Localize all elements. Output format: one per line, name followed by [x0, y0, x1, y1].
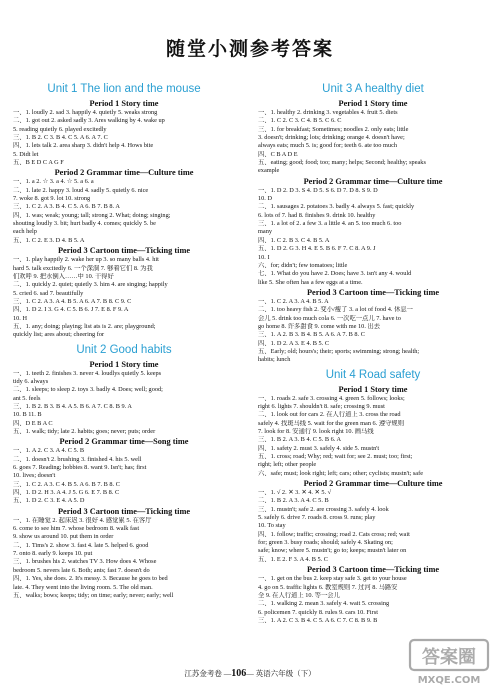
- answer-line: 10. D: [258, 195, 272, 203]
- period-heading: Period 2 Grammar time—Culture time: [54, 168, 194, 178]
- answer-line: bedroom 5. nevers late 6. Both; ants; fast 7. doesn't do: [13, 566, 150, 574]
- answer-line: 6. goes 7. Reading; hobbies 8. want 9. Isn't; has; first: [13, 464, 147, 472]
- answer-line: 六、for; didn't; few tomatoes; little: [258, 261, 348, 269]
- answer-line: 二、1. late 2. happy 3. loud 4. sadly 5. quietly 6. nice: [13, 186, 149, 194]
- answer-line: late. 4. They went into the living room. 5. The old man.: [13, 583, 153, 591]
- answer-line: 一、1. 在睡觉 2. 起床迟 3. 很好 4. 感觉累 5. 在客厅: [13, 516, 152, 524]
- answer-line: 四、D E B A C: [13, 419, 53, 427]
- answer-line: for; green 3. busy roads; should; safely 4. Skating on;: [258, 539, 393, 547]
- unit-spacer: [13, 600, 235, 603]
- unit-heading: Unit 3 A healthy diet: [322, 83, 424, 95]
- answer-line: 四、1. D 2. I 3. G 4. C 5. B 6. J 7. E 8. F 9. A: [13, 306, 129, 314]
- answer-line: 五、1. D 2. C 3. E 4. A 5. D: [13, 497, 85, 505]
- answer-line: habits; lunch: [258, 356, 291, 364]
- answer-line: 二、1. walking 2. mean 3. safely 4. wait 5. crossing: [258, 600, 390, 608]
- answer-line: 二、1. too heavy fish 2. 变小/瘦了 3. a lot of food 4. 休息一: [258, 306, 413, 314]
- answer-line: 二、1. got out 2. asked sadly 3. Ares walking by 4. wake up: [13, 117, 165, 125]
- answer-line: hard 5. talk excitedly 6. 一个深洞 7. 够着它们 8. 为我: [13, 264, 153, 272]
- answer-line: 二、1. quickly 2. quiet; quietly 3. him 4. are singing; happily: [13, 281, 168, 289]
- answer-line: 二、1. Tims's 2. show 3. fast 4. late 5. helped 6. good: [13, 541, 149, 549]
- answer-line: 三、1. C 2. A 3. B 4. C 5. A 6. B 7. B 8. A: [13, 203, 120, 211]
- answer-line: right 6. lights 7. shouldn't 8. safe; crossing 9. must: [258, 402, 385, 410]
- answer-line: 9. show us around 10. put them in order: [13, 533, 114, 541]
- watermark-text: 答案圈: [422, 647, 476, 668]
- answer-line: 三、1. A 2. B 3. B 4. B 5. A 6. A 7. B 8. C: [258, 331, 365, 339]
- answer-line: 五、B E D C A G F: [13, 159, 64, 167]
- answer-line: 10. I: [258, 253, 270, 261]
- period-heading: Period 3 Cartoon time—Ticking time: [306, 287, 440, 297]
- period-heading: Period 2 Grammar time—Song time: [59, 437, 189, 447]
- answer-line: 五、1. D 2. G 3. H 4. E 5. B 6. F 7. C 8. A 9. J: [258, 245, 376, 253]
- watermark-logo: [408, 636, 492, 688]
- answer-line: 三、1. B 2. A 3. B 4. C 5. B 6. A: [258, 436, 342, 444]
- answer-line: quickly list; ares about; cheering for: [13, 331, 105, 339]
- answer-line: 10. B 11. B: [13, 411, 42, 419]
- footer-subject: — 英语六年级（下）: [246, 669, 316, 678]
- answer-line: 3. doesn't; drinking; lots; drinking; orange 4. doesn't have;: [258, 134, 405, 142]
- answer-line: 一、1. D 2. D 3. S 4. D 5. S 6. D 7. D 8. S 9. D: [258, 186, 378, 194]
- answer-line: 10. lives; doesn't: [13, 472, 56, 480]
- period-heading: Period 1 Story time: [338, 99, 408, 108]
- answer-line: 一、1. loudly 2. sad 3. happily 4. quietly 5. weaks strong: [13, 109, 158, 116]
- answer-line: 四、1. C 2. B 3. C 4. B 5. A: [258, 236, 330, 244]
- answer-line: 一、1. play happily 2. wake her up 3. so many balls 4. hit: [13, 256, 159, 264]
- answer-line: 10. H: [13, 314, 27, 322]
- answer-line: 四、1. Yes, she does. 2. It's messy. 3. Because he goes to bed: [13, 575, 168, 583]
- period-heading: Period 2 Grammar time—Culture time: [303, 176, 443, 186]
- answer-line: 7. woke 8. got 9. lot 10. strong: [13, 195, 91, 203]
- answer-line: tidy 6. always: [13, 377, 49, 385]
- answer-line: 三、1. mustn't; safe 2. are crossing 3. safely 4. look: [258, 505, 389, 513]
- answer-line: 4. go on 5. traffic lights 6. 教室规则 7. 过河 8. 马路安: [258, 583, 398, 591]
- answer-line: 7. onto 8. early 9. keeps 10. put: [13, 550, 93, 558]
- answer-line: go home 8. 许多甜食 9. come with me 10. 出去: [258, 322, 381, 330]
- answer-line: 四、1. safety 2. must 3. safely 4. side 5. mustn't: [258, 444, 380, 452]
- unit-heading: Unit 1 The lion and the mouse: [47, 83, 201, 95]
- period-heading: Period 2 Grammar time—Culture time: [303, 479, 443, 489]
- answer-line: 一、1. a 2. ☆ 3. a 4. ☆ 5. a 6. a: [13, 178, 94, 186]
- answer-line: 四、1. follow; traffic; crossing; road 2. Cats cross; red; wait: [258, 530, 410, 538]
- period-heading: Period 1 Story time: [338, 384, 408, 394]
- answer-line: many: [258, 228, 272, 236]
- answer-line: 6. come to see him 7. whose bedroom 8. walk fast: [13, 525, 140, 533]
- answer-line: 全 9. 在人行道上 10. 等一会儿: [258, 591, 340, 599]
- period-heading: Period 3 Cartoon time—Ticking time: [57, 506, 191, 516]
- answer-line: 三、1. B 2. C 3. B 4. C 5. A 6. A 7. C: [13, 134, 108, 142]
- period-heading: Period 3 Cartoon time—Ticking time: [306, 565, 440, 575]
- answer-line: safely 4. 找斑马线 5. wait for the green man 6. 遵守规则: [258, 419, 405, 427]
- answer-line: 10. To stay: [258, 522, 286, 530]
- answer-line: 二、1. sleeps; to sleep 2. toys 3. badly 4. Does; well; good;: [13, 386, 163, 394]
- answer-line: 五、Early; old; hours's; their; sports; swimming; strong; health;: [258, 347, 420, 355]
- answer-line: 四、1. lets talk 2. area sharp 3. didn't help 4. Hows bite: [13, 142, 154, 150]
- answer-line: 五、1. any; doing; playing; list ats is 2. are; playground;: [13, 322, 156, 330]
- answer-line: ant 5. feels: [13, 394, 41, 402]
- answer-line: 七、1. What do you have 2. Does; have 3. isn't any 4. would: [258, 270, 412, 278]
- period-heading: Period 1 Story time: [89, 359, 159, 369]
- answer-line: 五、walks; bows; keeps; tidy; on time; early; never; early; well: [13, 591, 174, 599]
- answer-line: 三、1. B 2. B 3. B 4. A 5. B 6. A 7. C 8. B 9. A: [13, 402, 132, 410]
- answer-line: 五、eating; good; food; too; many; helps; Second; healthy; speaks: [258, 159, 426, 167]
- answer-line: each help: [13, 228, 37, 236]
- answer-line: example: [258, 167, 280, 175]
- answer-line: 5. safely 6. drive 7. roads 8. cross 9. runs; play: [258, 514, 376, 522]
- answer-line: 二、1. B 2. A 3. A 4. C 5. B: [258, 497, 329, 505]
- answer-line: 5. cried 6. sad 7. beautifully: [13, 289, 84, 297]
- period-heading: Period 1 Story time: [89, 99, 159, 108]
- answer-line: 四、C B A D E: [258, 150, 298, 158]
- answer-line: 二、1. sausages 2. potatoes 3. badly 4. always 5. fast; quickly: [258, 203, 415, 211]
- watermark-url: MXQE.COM: [417, 675, 481, 686]
- footer-series: 江苏金考卷 —: [184, 669, 232, 678]
- answer-line: 三、1. a lot of 2. a few 3. a little 4. an 5. too much 6. too: [258, 220, 402, 228]
- answer-line: like 5. She often has a few eggs at a time.: [258, 278, 363, 286]
- answer-line: 一、1. √ 2. ✕ 3. ✕ 4. ✕ 5. √: [258, 489, 332, 497]
- answer-line: 二、1. look out for cars 2. 在人行道上 3. cross the road: [258, 411, 401, 419]
- answer-line: 一、1. teeth 2. finishes 3. never 4. loudlys quietly 5. keeps: [13, 369, 162, 377]
- answer-line: 会儿 5. drink too much cola 6. 一次吃一点儿 7. have to: [258, 314, 401, 322]
- left-column: [13, 82, 235, 603]
- answer-line: 5. Didt let: [13, 150, 39, 158]
- answer-line: 一、1. C 2. A 3. A 4. B 5. A: [258, 297, 329, 305]
- answer-line: 5. reading quietly 6. played excitedly: [13, 125, 107, 133]
- answer-line: safe; know; where 5. mustn't; go to; keeps; mustn't later on: [258, 547, 407, 555]
- answer-line: 五、1. E 2. F 3. A 4. B 5. C: [258, 555, 328, 563]
- answer-line: 6. lots of 7. had 8. finishes 9. drink 10. healthy: [258, 211, 376, 219]
- answer-line: 二、1. C 2. C 3. C 4. B 5. C 6. C: [258, 117, 342, 125]
- unit-heading: Unit 2 Good habits: [76, 343, 172, 356]
- answer-line: 6. policemen 7. quickly 8. rules 9. cars 10. First: [258, 608, 378, 616]
- answer-line: 们欢呼 9. 把水倒入……中 10. 干得好: [13, 272, 114, 280]
- answer-line: 三、1. for breakfast; Sometimes; noodles 2. only eats; little: [258, 125, 409, 133]
- unit-spacer: [258, 625, 488, 628]
- answer-line: 三、1. C 2. A 3. C 4. B 5. A 6. B 7. B 8. C: [13, 480, 120, 488]
- answer-line: 四、1. D 2. H 3. A 4. J 5. G 6. E 7. B 8. C: [13, 489, 120, 497]
- answer-line: 三、1. A 2. C 3. B 4. C 5. A 6. C 7. C 8. B 9. B: [258, 616, 378, 624]
- right-column: [258, 82, 488, 628]
- answer-line: 三、1. C 2. A 3. A 4. B 5. A 6. A 7. B 8. C 9. C: [13, 297, 132, 305]
- answer-line: 五、1. C 2. E 3. D 4. B 5. A: [13, 236, 85, 244]
- unit-heading: Unit 4 Road safety: [325, 368, 421, 381]
- page-title: 随堂小测参考答案: [165, 38, 334, 60]
- answer-line: 一、1. roads 2. safe 3. crossing 4. green 5. follows; looks;: [258, 394, 405, 402]
- answer-line: shouting loudly 3. bit; hurt badly 4. comes; quickly 5. be: [13, 220, 156, 228]
- answer-line: 四、1. D 2. A 3. E 4. B 5. C: [258, 339, 330, 347]
- answer-line: right; left; other people: [258, 461, 317, 469]
- answer-line: 一、1. healthy 2. drinking 3. vegetables 4. fruit 5. diets: [258, 109, 398, 116]
- answer-line: 三、1. brushes his 2. watches TV 3. How does 4. Whose: [13, 558, 157, 566]
- answer-line: 四、1. was; weak; young; tall; strong 2. What; doing; singing;: [13, 211, 171, 219]
- page-number: 106: [231, 668, 247, 679]
- answer-line: 六、safe; must; look right; left; cars; other; cyclists; mustn't; safe: [258, 469, 423, 477]
- answer-line: 五、1. cross; road; Why; red; wait for; see 2. must; too; first;: [258, 453, 413, 461]
- answer-line: 五、1. walk; tidy; late 2. habits; goes; never; puts; order: [13, 428, 156, 435]
- answer-line: 二、1. doesn't 2. brushing 3. finished 4. his 5. well: [13, 455, 142, 463]
- period-heading: Period 3 Cartoon time—Ticking time: [57, 246, 191, 256]
- answer-line: 7. look for 8. 安通行 9. look right 10. 画马线: [258, 428, 374, 435]
- answer-line: 一、1. A 2. C 3. A 4. C 5. B: [13, 447, 85, 455]
- answer-line: always eats; much 5. is; good for; teeth 6. ate too much: [258, 142, 398, 150]
- answer-line: 一、1. get on the bus 2. keep stay safe 3. get to your house: [258, 575, 407, 583]
